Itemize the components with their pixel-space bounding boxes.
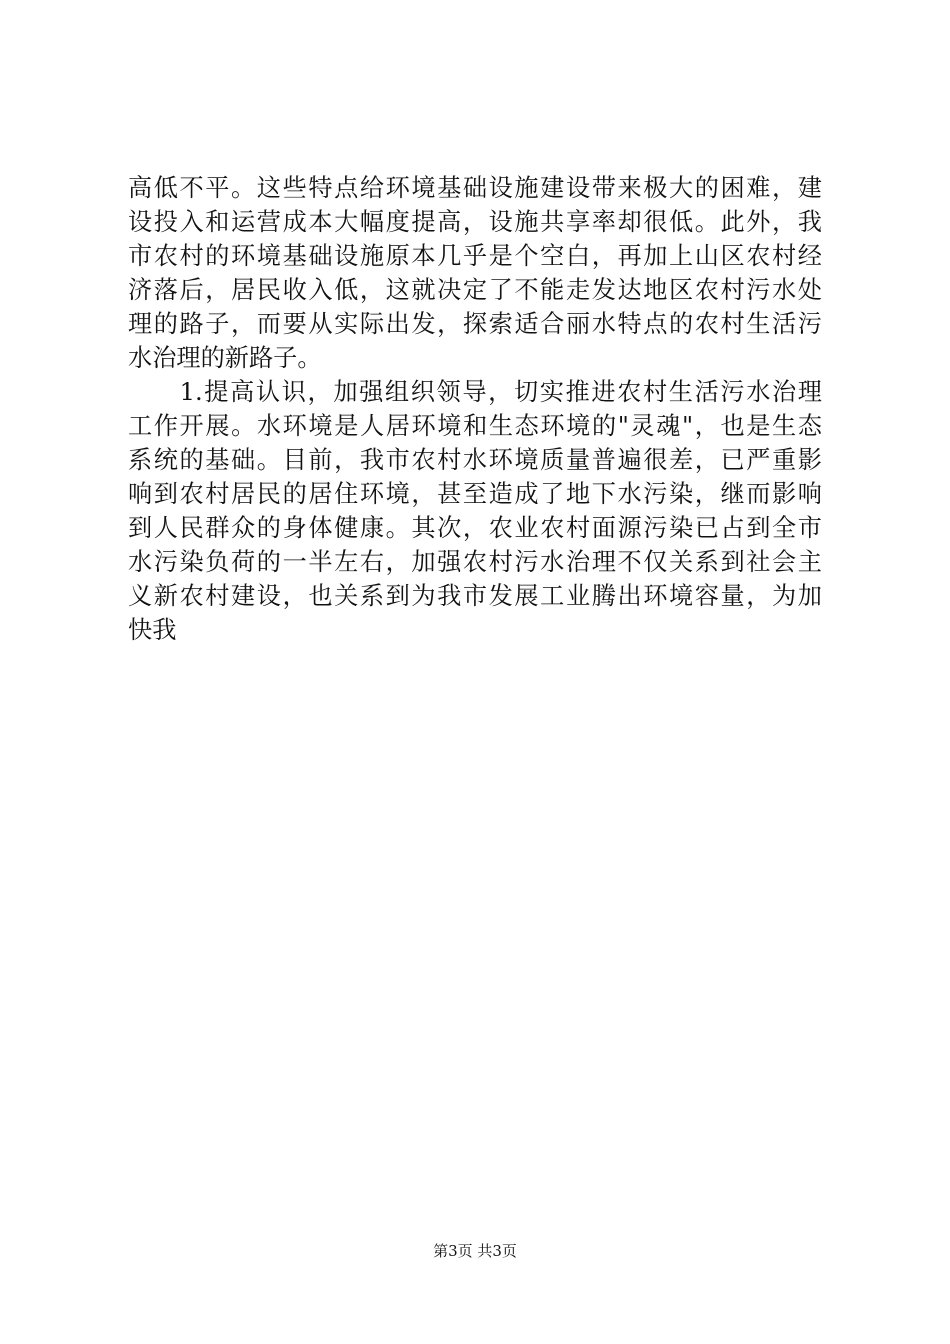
paragraph-2 bbox=[128, 375, 822, 647]
text-line: 水治理的新路子。 bbox=[128, 344, 322, 372]
document-body bbox=[128, 171, 822, 647]
text-line: 水污染负荷的一半左右，加强农村污水治理不仅关系到社会主 bbox=[128, 548, 822, 576]
text-line: 设投入和运营成本大幅度提高，设施共享率却很低。此外，我 bbox=[128, 208, 822, 236]
text-line: 系统的基础。目前，我市农村水环境质量普遍很差，已严重影 bbox=[128, 446, 822, 474]
page-number-footer: 第3页 共3页 bbox=[433, 1242, 517, 1260]
text-line: 到人民群众的身体健康。其次，农业农村面源污染已占到全市 bbox=[128, 514, 822, 542]
text-line: 1.提高认识，加强组织领导，切实推进农村生活污水治理 bbox=[128, 378, 822, 406]
text-line: 理的路子，而要从实际出发，探索适合丽水特点的农村生活污 bbox=[128, 310, 822, 338]
text-line: 市农村的环境基础设施原本几乎是个空白，再加上山区农村经 bbox=[128, 242, 822, 270]
text-line: 义新农村建设，也关系到为我市发展工业腾出环境容量，为加 bbox=[128, 582, 822, 610]
text-line: 高低不平。这些特点给环境基础设施建设带来极大的困难，建 bbox=[128, 174, 822, 202]
paragraph-1 bbox=[128, 171, 822, 375]
text-line: 工作开展。水环境是人居环境和生态环境的"灵魂"，也是生态 bbox=[128, 412, 822, 440]
text-line: 快我 bbox=[128, 616, 177, 644]
text-line: 济落后，居民收入低，这就决定了不能走发达地区农村污水处 bbox=[128, 276, 822, 304]
text-line: 响到农村居民的居住环境，甚至造成了地下水污染，继而影响 bbox=[128, 480, 822, 508]
